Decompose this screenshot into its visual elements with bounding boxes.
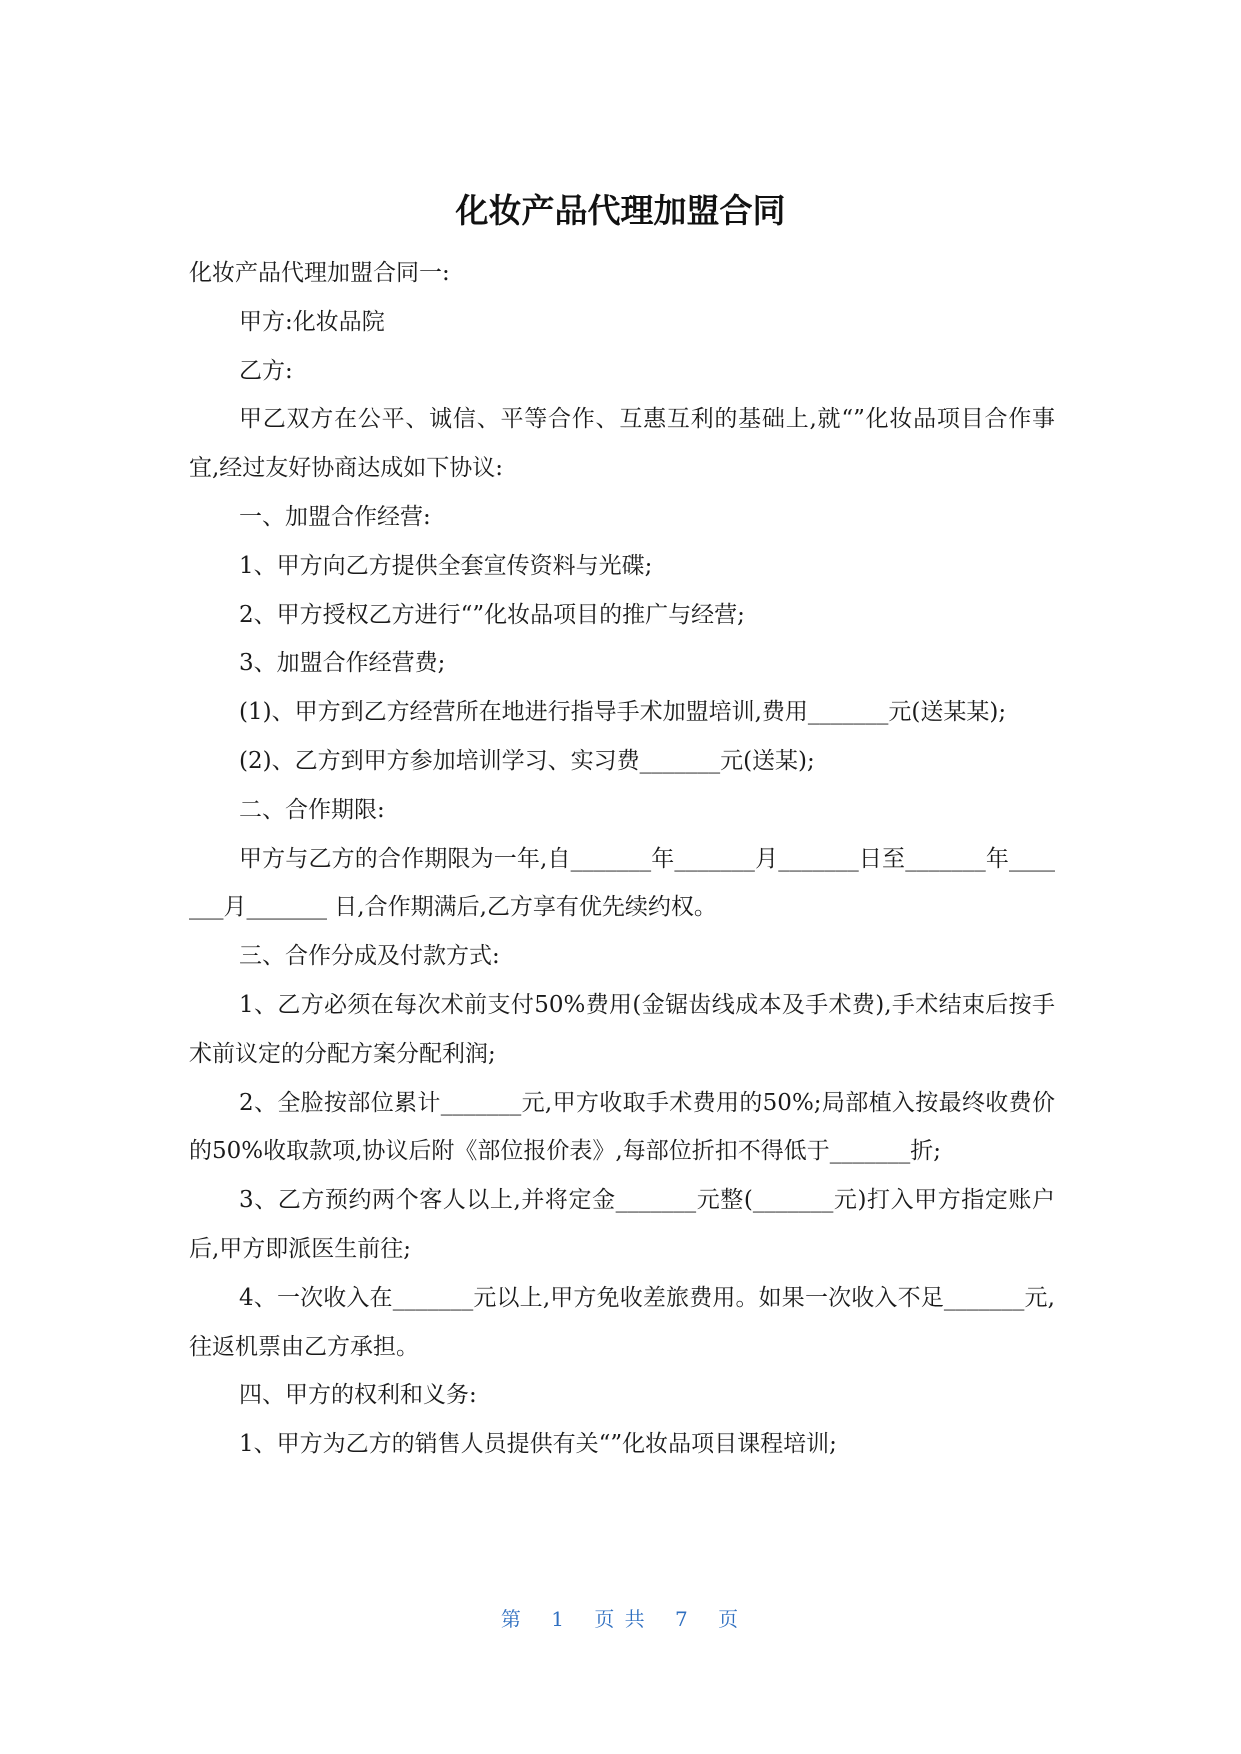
footer-label-page: 第: [500, 1607, 523, 1631]
footer-label-pages: 页: [718, 1607, 741, 1631]
footer-label-page-of: 页 共: [594, 1607, 647, 1631]
paragraph: 一、加盟合作经营:: [239, 503, 431, 530]
paragraph: 3、加盟合作经营费;: [239, 650, 446, 677]
paragraph: 二、合作期限:: [239, 796, 385, 823]
paragraph: (1)、甲方到乙方经营所在地进行指导手术加盟培训,费用_______元(送某某);: [239, 699, 1007, 726]
paragraph: 2、甲方授权乙方进行“”化妆品项目的推广与经营;: [239, 601, 745, 628]
document-body: [189, 249, 1055, 1469]
footer-current-page: 1: [551, 1607, 566, 1631]
paragraph: 甲乙双方在公平、诚信、平等合作、互惠互利的基础上,就“”化妆品项目合作事宜,经过友好协商达成如下协议:: [189, 406, 1055, 482]
paragraph: 乙方:: [239, 357, 293, 384]
paragraph: 甲方:化妆品院: [239, 308, 385, 335]
paragraph: 化妆产品代理加盟合同一:: [189, 260, 450, 286]
paragraph: 甲方与乙方的合作期限为一年,自_______年_______月_______日至_______年_______月_______ 日,合作期满后,乙方享有优先续约权。: [189, 845, 1055, 921]
paragraph: 1、甲方向乙方提供全套宣传资料与光碟;: [239, 552, 653, 579]
paragraph: 2、全脸按部位累计_______元,甲方收取手术费用的50%;局部植入按最终收费价的50%收取款项,协议后附《部位报价表》,每部位折扣不得低于_______折;: [189, 1089, 1055, 1165]
paragraph: 3、乙方预约两个客人以上,并将定金_______元整(_______元)打入甲方指定账户后,甲方即派医生前往;: [189, 1187, 1055, 1262]
paragraph: 1、乙方必须在每次术前支付50%费用(金锯齿线成本及手术费),手术结束后按手术前议定的分配方案分配利润;: [189, 991, 1055, 1067]
paragraph: (2)、乙方到甲方参加培训学习、实习费_______元(送某);: [239, 747, 815, 774]
paragraph: 1、甲方为乙方的销售人员提供有关“”化妆品项目课程培训;: [239, 1431, 837, 1458]
paragraph: 四、甲方的权利和义务:: [239, 1382, 477, 1409]
paragraph: 4、一次收入在_______元以上,甲方免收差旅费用。如果一次收入不足_______元,往返机票由乙方承担。: [189, 1284, 1055, 1360]
footer-total-pages: 7: [675, 1607, 690, 1631]
page-footer: [0, 1604, 1241, 1634]
paragraph: 三、合作分成及付款方式:: [239, 943, 500, 970]
document-title: 化妆产品代理加盟合同: [455, 191, 786, 230]
